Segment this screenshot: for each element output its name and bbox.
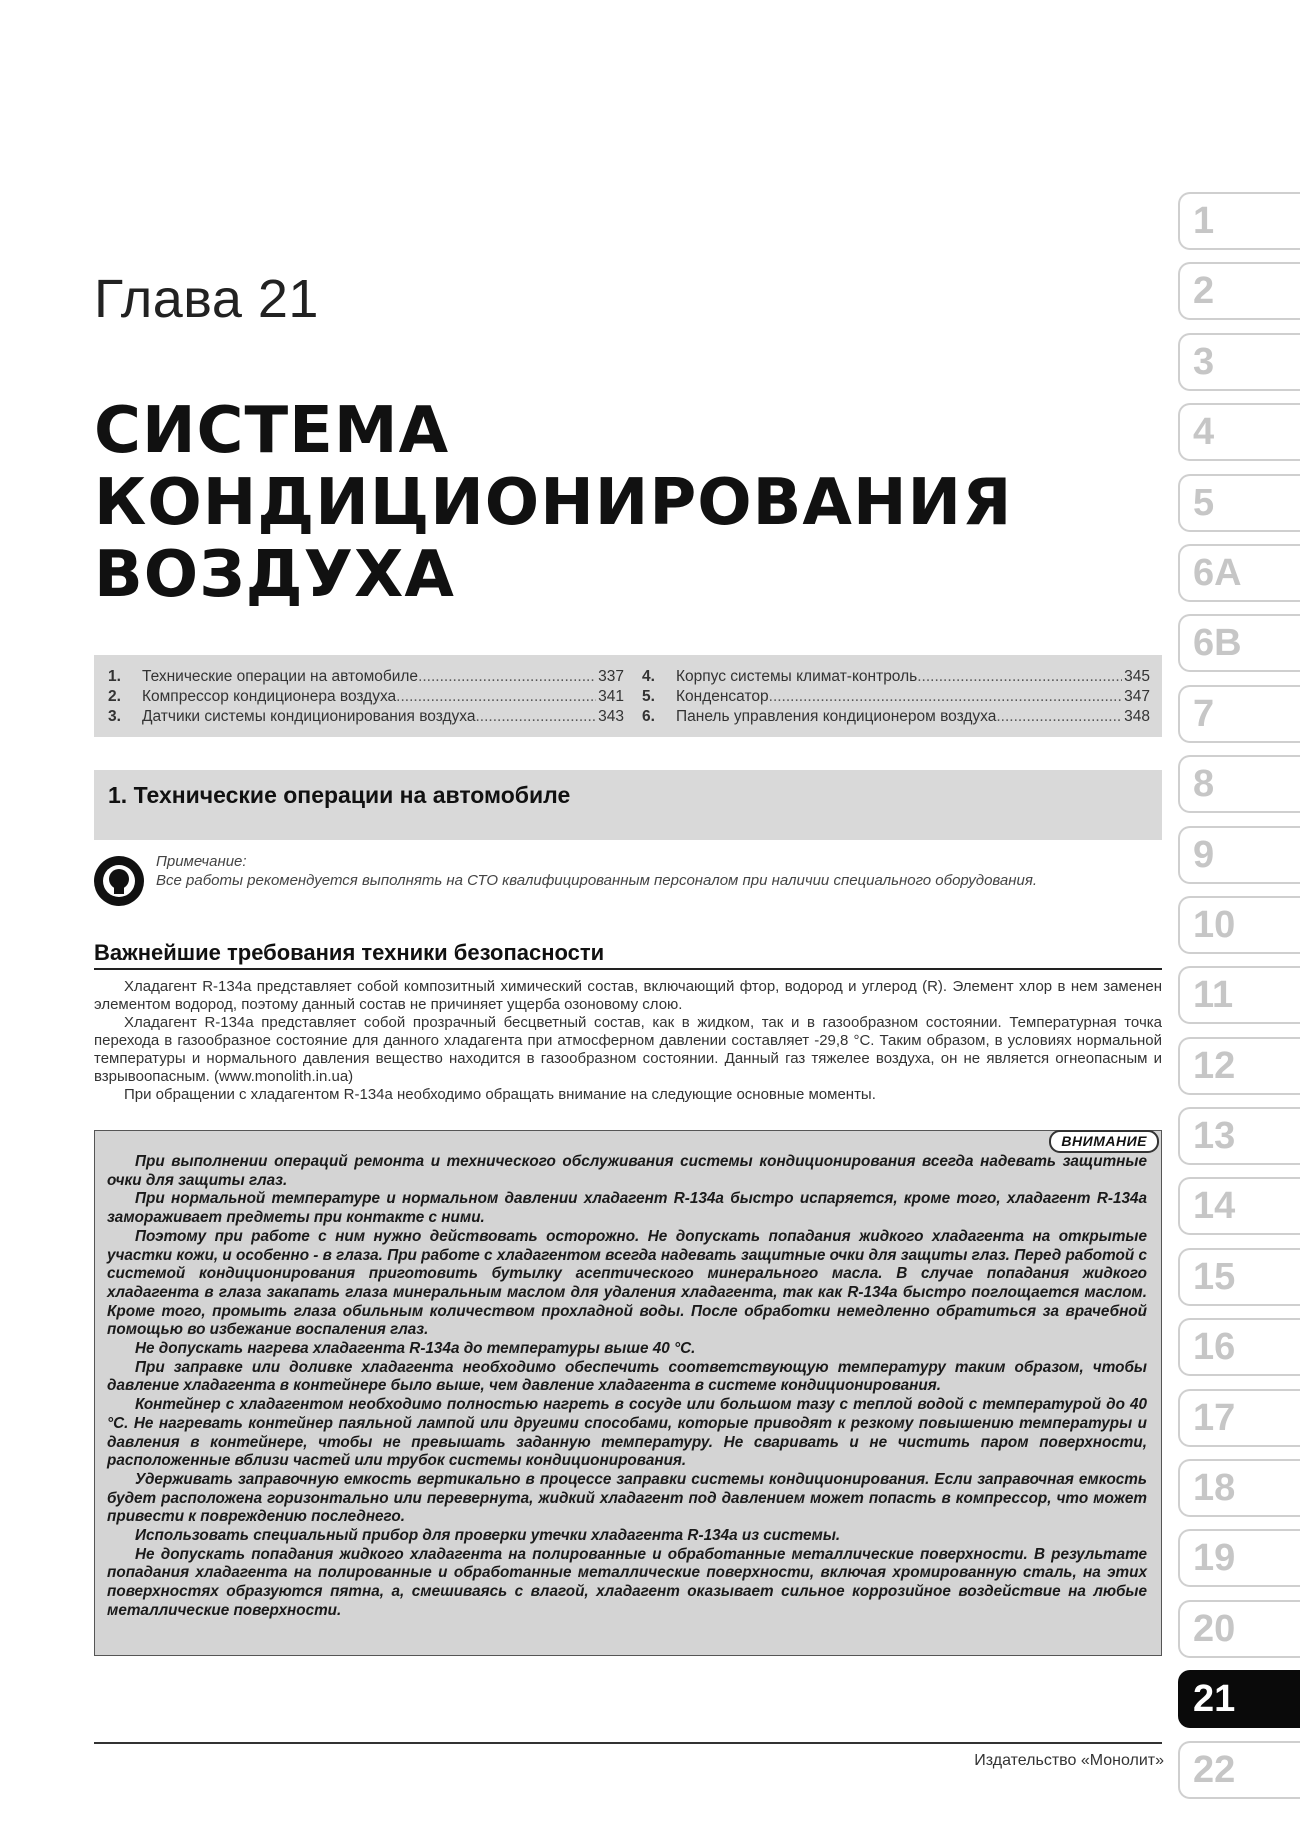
chapter-title-line: СИСТЕМА	[94, 394, 450, 468]
toc-leader	[917, 667, 1122, 687]
warning-paragraph: Удерживать заправочную емкость вертикально в процессе заправки системы кондиционирования. Если заправочная емкость будет расположена горизонтально или перевернута, жидкий хладагент под давлением может попасть в компрессор, что может привести к повреждению последнего.	[107, 1470, 1147, 1526]
chapter-tab[interactable]: 8	[1178, 755, 1300, 813]
toc-entry-page: 347	[1124, 688, 1150, 705]
table-of-contents	[94, 655, 1162, 737]
toc-entry-page: 348	[1124, 708, 1150, 725]
note-text: Все работы рекомендуется выполнять на СТО квалифицированным персоналом при наличии специального оборудования.	[156, 872, 1038, 889]
section-title: 1. Технические операции на автомобиле	[108, 782, 571, 808]
chapter-tab[interactable]: 5	[1178, 474, 1300, 532]
chapter-tab[interactable]: 2	[1178, 262, 1300, 320]
chapter-tab[interactable]: 17	[1178, 1389, 1300, 1447]
chapter-tab[interactable]: 6A	[1178, 544, 1300, 602]
body-paragraph: При обращении с хладагентом R-134a необходимо обращать внимание на следующие основные моменты.	[124, 1086, 876, 1103]
chapter-title-line: КОНДИЦИОНИРОВАНИЯ	[94, 466, 1013, 540]
toc-entry-page: 341	[598, 688, 624, 705]
toc-entry-page: 343	[598, 708, 624, 725]
warning-paragraph: При заправке или доливке хладагента необходимо обеспечить соответствующую температуру таким образом, чтобы давление хладагента в контейнере было выше, чем давление хладагента в системе кондиционирования.	[107, 1358, 1147, 1395]
toc-entry-text: Панель управления кондиционером воздуха	[676, 708, 997, 725]
toc-entry[interactable]	[108, 707, 624, 727]
toc-entry[interactable]	[642, 687, 1150, 707]
toc-entry-text: Компрессор кондиционера воздуха	[142, 688, 397, 705]
toc-leader	[396, 687, 596, 707]
chapter-tab[interactable]: 15	[1178, 1248, 1300, 1306]
chapter-title	[94, 395, 1012, 611]
chapter-tab[interactable]: 22	[1178, 1741, 1300, 1799]
chapter-tab[interactable]: 14	[1178, 1177, 1300, 1235]
publisher-name: Издательство «Монолит»	[974, 1752, 1164, 1769]
toc-entry-page: 345	[1124, 668, 1150, 685]
chapter-tab[interactable]: 10	[1178, 896, 1300, 954]
chapter-tab[interactable]: 9	[1178, 826, 1300, 884]
toc-leader	[418, 667, 596, 687]
toc-entry-text: Технические операции на автомобиле	[142, 668, 419, 685]
chapter-tabs	[1178, 192, 1300, 1811]
toc-leader	[996, 707, 1122, 727]
toc-entry-text: Конденсатор	[676, 688, 769, 705]
footer-rule	[94, 1742, 1162, 1744]
chapter-tab[interactable]: 20	[1178, 1600, 1300, 1658]
body-paragraph: Хладагент R-134a представляет собой композитный химический состав, включающий фтор, водород и углерод (R). Элемент хлор в нем заменен элементом водород, поэтому данный состав не причиняет ущерба озоновому слою.	[94, 978, 1162, 1013]
chapter-tab[interactable]: 7	[1178, 685, 1300, 743]
toc-entry-text: Корпус системы климат-контроль	[676, 668, 918, 685]
warning-paragraph: Не допускать нагрева хладагента R-134a до температуры выше 40 °С.	[135, 1340, 696, 1358]
chapter-label: Глава 21	[94, 269, 319, 329]
chapter-tab[interactable]: 4	[1178, 403, 1300, 461]
toc-entry-number: 5.	[642, 688, 655, 705]
toc-entry-text: Датчики системы кондиционирования воздуха	[142, 708, 476, 725]
warning-badge: ВНИМАНИЕ	[1049, 1130, 1159, 1153]
chapter-tab[interactable]: 1	[1178, 192, 1300, 250]
heading-rule	[94, 968, 1162, 970]
toc-entry[interactable]	[108, 687, 624, 707]
warning-text	[107, 1153, 1147, 1621]
section-header	[94, 770, 1162, 840]
toc-leader	[475, 707, 596, 727]
chapter-tab[interactable]: 6B	[1178, 614, 1300, 672]
note-label: Примечание:	[156, 853, 247, 870]
body-paragraph: Хладагент R-134a представляет собой прозрачный бесцветный состав, как в жидком, так и в газообразном состоянии. Температурная точка перехода в газообразное состояние для данного хладагента при атмосферном давлении составляет -29,8 °С. Таким образом, в условиях нормальной температуры и нормального давления вещество находится в газообразном состоянии. Данный газ тяжелее воздуха, он не является огнеопасным и взрывоопасным. (www.monolith.in.ua)	[94, 1014, 1162, 1085]
chapter-tab[interactable]: 18	[1178, 1459, 1300, 1517]
toc-entry-number: 3.	[108, 708, 121, 725]
toc-entry[interactable]	[642, 667, 1150, 687]
toc-leader	[769, 687, 1122, 707]
warning-paragraph: Поэтому при работе с ним нужно действовать осторожно. Не допускать попадания жидкого хладагента на открытые участки кожи, и особенно - в глаза. При работе с хладагентом всегда надевать защитные очки для защиты глаз. Перед работой с системой кондиционирования приготовить бутылку асептического минерального масла. В случае попадания жидкого хладагента в глаза закапать глаза минеральным маслом для удаления хладагента, так как R-134a быстро поглощается маслом. Кроме того, промыть глаза обильным количеством прохладной воды. После обработки немедленно обратиться за врачебной помощью во избежание воспаления глаз.	[107, 1227, 1147, 1339]
safety-body	[94, 978, 1162, 1104]
chapter-tab[interactable]: 11	[1178, 966, 1300, 1024]
warning-paragraph: Контейнер с хладагентом необходимо полностью нагреть в сосуде или большом тазу с теплой водой с температурой до 40 °С. Не нагревать контейнер паяльной лампой или другими способами, которые приводят к резкому повышению температуры и давления в контейнере, чтобы не превышать заданную температуру. Не сваривать и не чистить паром поверхности, расположенные вблизи частей или трубок системы кондиционирования.	[107, 1396, 1147, 1470]
warning-paragraph: При нормальной температуре и нормальном давлении хладагент R-134a быстро испаряется, кроме того, хладагент R-134a замораживает предметы при контакте с ними.	[107, 1190, 1147, 1227]
chapter-tab[interactable]: 19	[1178, 1529, 1300, 1587]
toc-entry-number: 6.	[642, 708, 655, 725]
toc-column-left	[108, 667, 624, 727]
chapter-tab[interactable]: 16	[1178, 1318, 1300, 1376]
toc-entry-number: 2.	[108, 688, 121, 705]
warning-box	[94, 1130, 1162, 1656]
chapter-tab[interactable]: 12	[1178, 1037, 1300, 1095]
chapter-tab[interactable]: 13	[1178, 1107, 1300, 1165]
toc-entry[interactable]	[108, 667, 624, 687]
warning-paragraph: Не допускать попадания жидкого хладагента на полированные и обработанные металлические поверхности. В результате попадания хладагента на полированные и обработанные металлические поверхности, включая хромированную сталь, на этих поверхностях образуются пятна, а, смешиваясь с влагой, хладагент оказывает сильное коррозийное воздействие на любые металлические поверхности.	[107, 1545, 1147, 1619]
warning-paragraph: Использовать специальный прибор для проверки утечки хладагента R-134a из системы.	[135, 1527, 841, 1545]
chapter-tab[interactable]: 21	[1178, 1670, 1300, 1728]
toc-column-right	[642, 667, 1150, 727]
warning-paragraph: При выполнении операций ремонта и технического обслуживания системы кондиционирования всегда надевать защитные очки для защиты глаз.	[107, 1153, 1147, 1189]
toc-entry-number: 4.	[642, 668, 655, 685]
safety-heading: Важнейшие требования техники безопасности	[94, 940, 605, 965]
toc-entry[interactable]	[642, 707, 1150, 727]
lightbulb-icon	[94, 856, 144, 906]
chapter-title-line: ВОЗДУХА	[94, 538, 455, 612]
toc-entry-page: 337	[598, 668, 624, 685]
toc-entry-number: 1.	[108, 668, 121, 685]
chapter-tab[interactable]: 3	[1178, 333, 1300, 391]
